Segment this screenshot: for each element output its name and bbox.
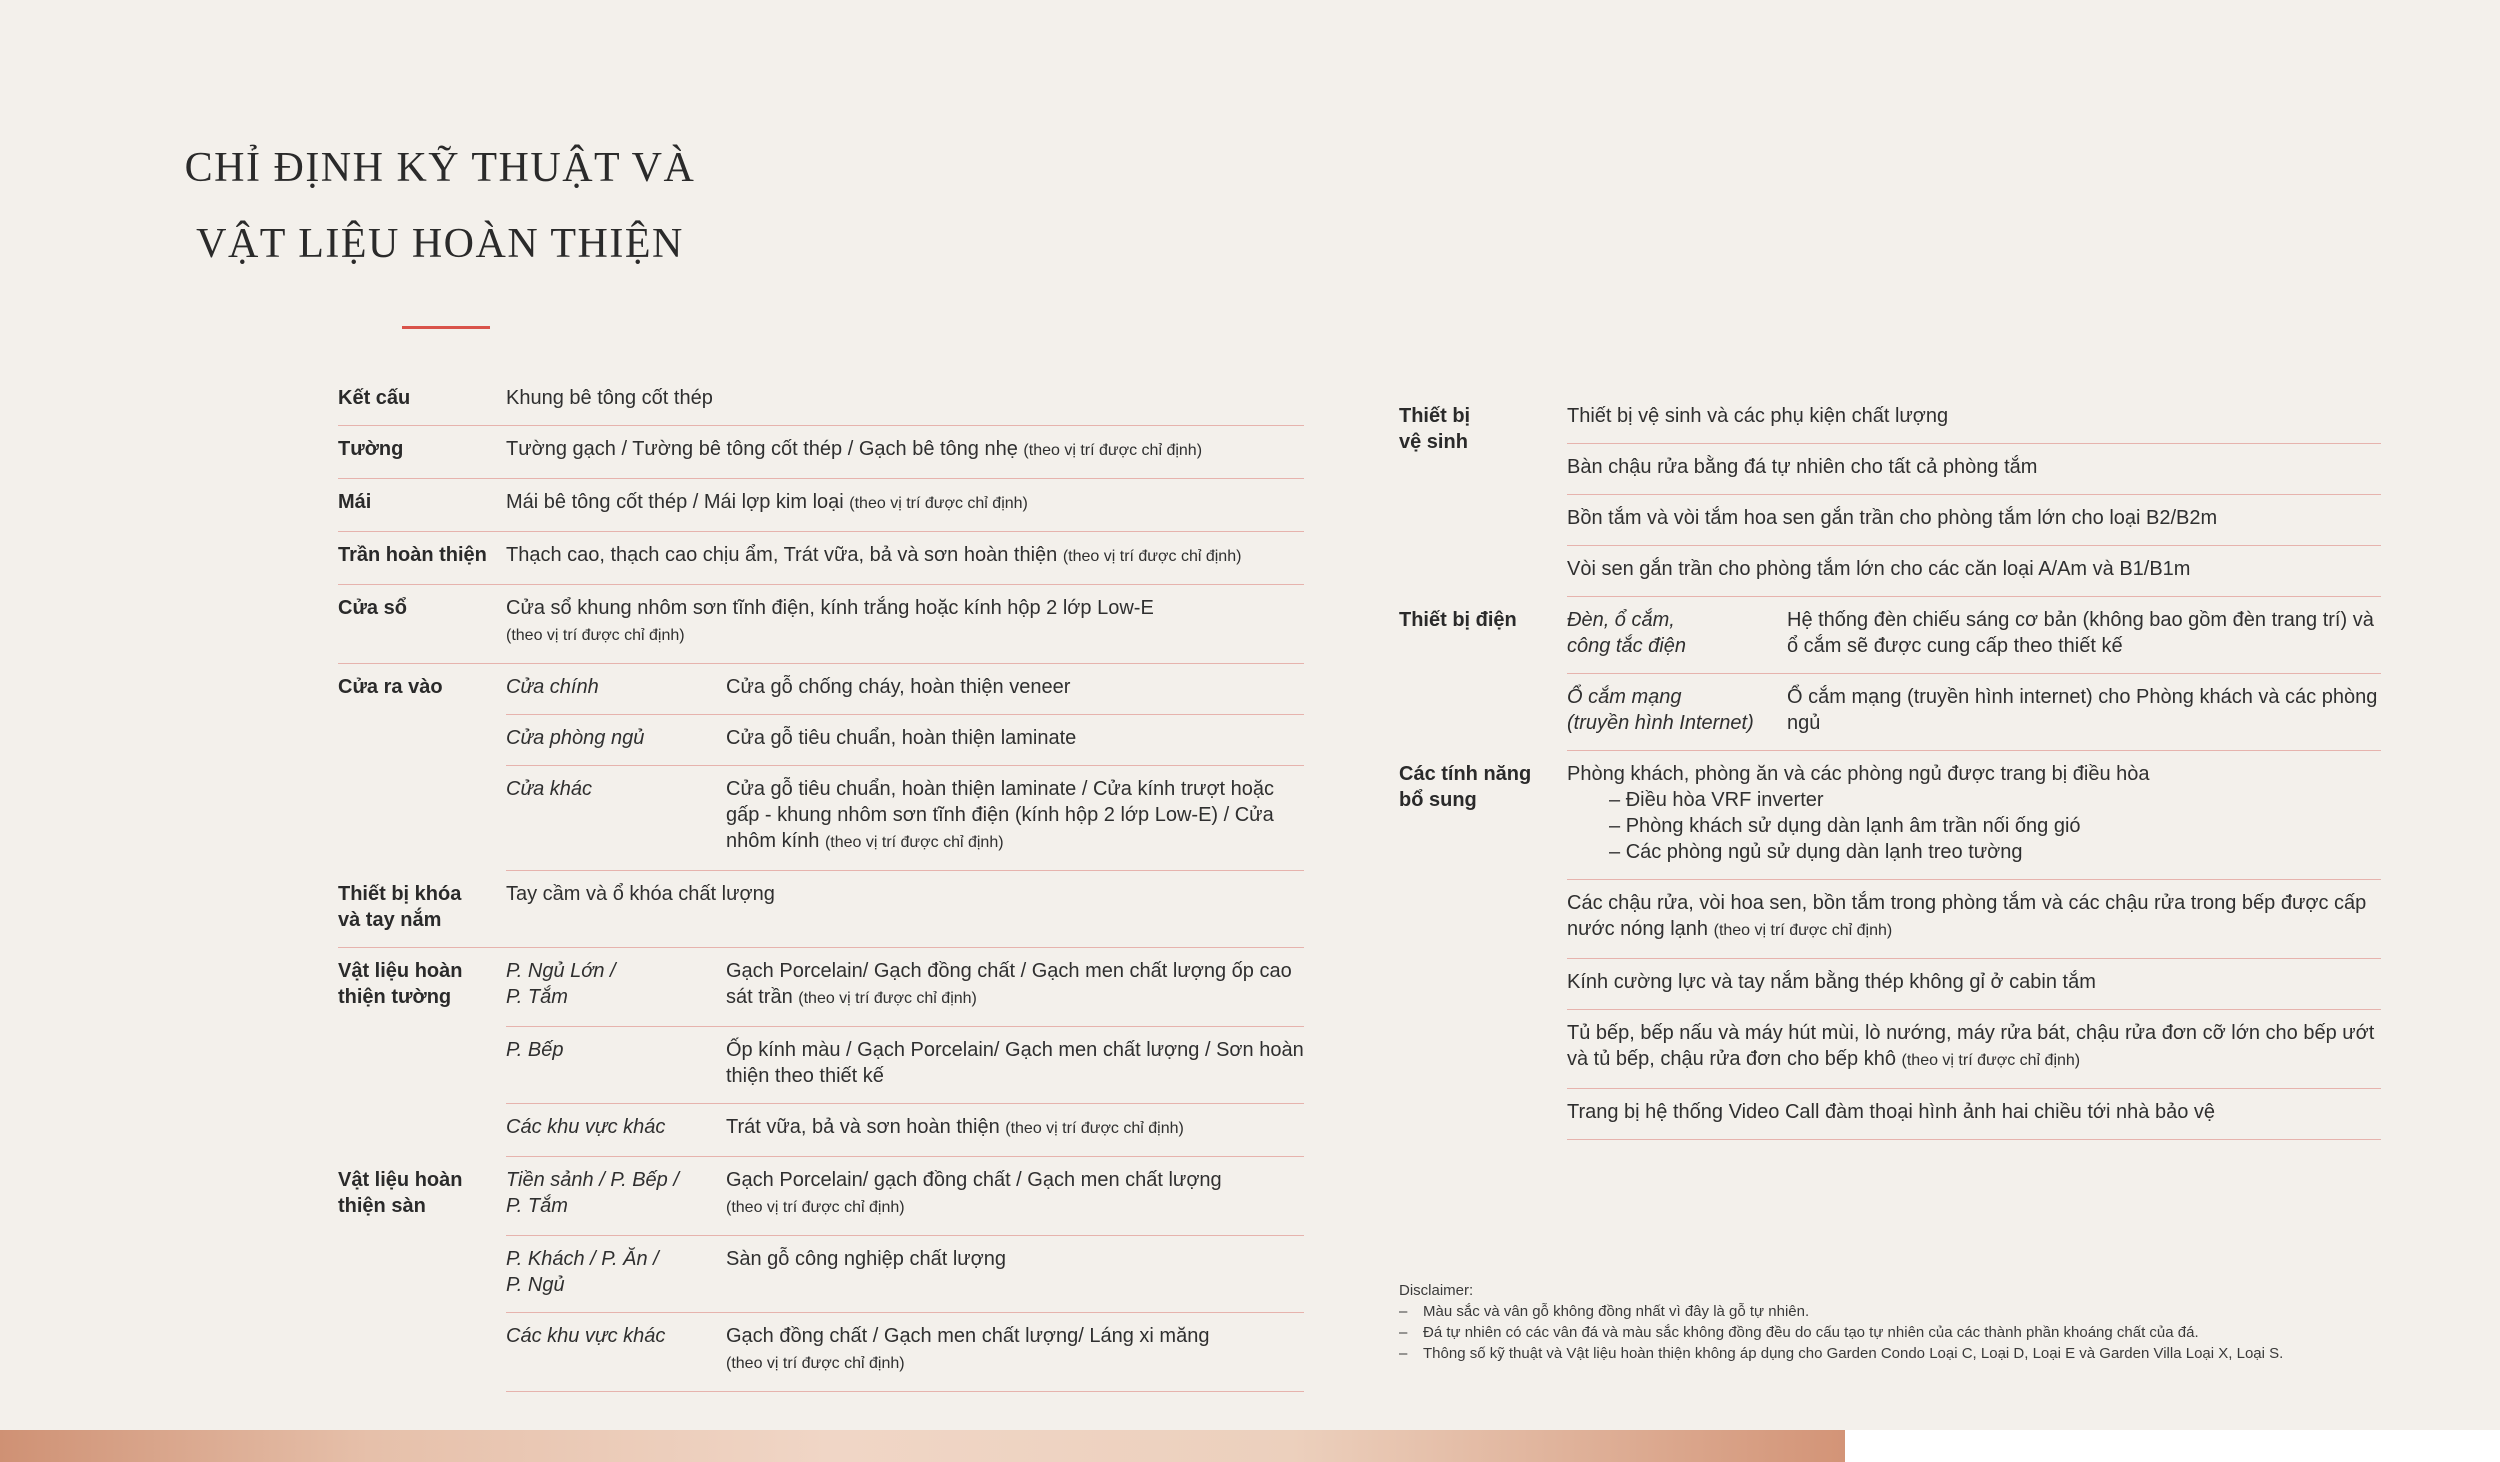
- bullet-item: – Các phòng ngủ sử dụng dàn lạnh treo tường: [1609, 839, 2381, 865]
- spec-sub-label: Cửa khác: [506, 778, 593, 800]
- spec-row: [506, 1027, 1304, 1104]
- spec-note: (theo vị trí được chỉ định): [1023, 442, 1203, 459]
- spec-section-label: Mái: [338, 491, 372, 513]
- spec-section: [338, 479, 1304, 532]
- disclaimer-heading: Disclaimer:: [1399, 1282, 1474, 1299]
- spec-section-body: [506, 585, 1304, 663]
- spec-section: [338, 532, 1304, 585]
- spec-section-body: [1567, 393, 2381, 597]
- spec-row: [506, 715, 1304, 766]
- spec-text: Ốp kính màu / Gạch Porcelain/ Gạch men chất lượng / Sơn hoàn thiện theo thiết kế: [726, 1039, 1304, 1087]
- spec-text: Khung bê tông cốt thép: [506, 387, 713, 409]
- spec-section-label: Các tính năng bổ sung: [1399, 763, 1532, 811]
- spec-text: Tay cầm và ổ khóa chất lượng: [506, 883, 775, 905]
- right-spec-column: [1399, 393, 2381, 1140]
- spec-note: (theo vị trí được chỉ định): [824, 834, 1004, 851]
- spec-section: [1399, 751, 2381, 1140]
- spec-section: [338, 871, 1304, 948]
- spec-section-body: [1567, 597, 2381, 751]
- spec-section-body: [506, 426, 1304, 478]
- spec-text: Hệ thống đèn chiếu sáng cơ bản (không bao gồm đèn trang trí) và ổ cắm sẽ được cung cấp theo thiết kế: [1787, 609, 2374, 657]
- spec-row: [1567, 546, 2381, 597]
- spec-sub-label: P. Bếp: [506, 1039, 564, 1061]
- spec-text: Bồn tắm và vòi tắm hoa sen gắn trần cho phòng tắm lớn cho loại B2/B2m: [1567, 507, 2218, 529]
- spec-section-body: [506, 948, 1304, 1157]
- spec-section-label: Thiết bị khóa và tay nắm: [338, 883, 462, 931]
- spec-text-cell: [506, 595, 1304, 649]
- spec-sub-label: Các khu vực khác: [506, 1325, 666, 1347]
- spec-sub-label: P. Khách / P. Ăn / P. Ngủ: [506, 1248, 659, 1296]
- spec-text-cell: [1567, 505, 2381, 531]
- spec-section: [338, 948, 1304, 1157]
- spec-section-label: Vật liệu hoàn thiện tường: [338, 960, 463, 1008]
- spec-section-body: [506, 479, 1304, 531]
- spec-row: [1567, 597, 2381, 674]
- spec-sub-label: Cửa chính: [506, 676, 599, 698]
- spec-section-label: Tường: [338, 438, 404, 460]
- spec-text-cell: [506, 489, 1304, 517]
- spec-row: [1567, 880, 2381, 959]
- spec-section-label: Vật liệu hoàn thiện sàn: [338, 1169, 463, 1217]
- spec-text-cell: [1567, 556, 2381, 582]
- spec-text-cell: [1567, 454, 2381, 480]
- spec-section-label: Thiết bị điện: [1399, 609, 1517, 631]
- spec-note: (theo vị trí được chỉ định): [1005, 1120, 1184, 1137]
- bullet-list: [1567, 787, 2381, 865]
- spec-row: [506, 532, 1304, 584]
- spec-row: [1567, 959, 2381, 1010]
- spec-text: Kính cường lực và tay nắm bằng thép không gỉ ở cabin tắm: [1567, 971, 2096, 993]
- spec-text: Gạch Porcelain/ Gạch đồng chất / Gạch men chất lượng ốp cao sát trần: [726, 960, 1292, 1008]
- spec-sub-label: Tiền sảnh / P. Bếp / P. Tắm: [506, 1169, 679, 1217]
- spec-text: Cửa gỗ chống cháy, hoàn thiện veneer: [726, 676, 1071, 698]
- spec-text-cell: [1567, 969, 2381, 995]
- spec-row: [506, 426, 1304, 478]
- spec-text-cell: [726, 1167, 1304, 1221]
- spec-text: Trang bị hệ thống Video Call đàm thoại hình ảnh hai chiều tới nhà bảo vệ: [1567, 1101, 2216, 1123]
- spec-text: Cửa gỗ tiêu chuẩn, hoàn thiện laminate: [726, 727, 1077, 749]
- title-line-1: CHỈ ĐỊNH KỸ THUẬT VÀ: [184, 145, 696, 191]
- spec-row: [506, 375, 1304, 425]
- spec-row: [506, 1104, 1304, 1157]
- spec-text-cell: [726, 1246, 1304, 1298]
- spec-text-cell: [1567, 1020, 2381, 1074]
- disclaimer-item: – Màu sắc và vân gỗ không đồng nhất vì đây là gỗ tự nhiên.: [1399, 1301, 2399, 1322]
- spec-row: [506, 1157, 1304, 1236]
- spec-note: (theo vị trí được chỉ định): [798, 990, 977, 1007]
- title-underline: [402, 326, 490, 329]
- spec-text: Trát vữa, bả và sơn hoàn thiện: [726, 1116, 1006, 1138]
- spec-text: Bàn chậu rửa bằng đá tự nhiên cho tất cả phòng tắm: [1567, 456, 2038, 478]
- spec-section-label: Kết cấu: [338, 387, 411, 409]
- spec-row: [506, 948, 1304, 1027]
- spec-note: (theo vị trí được chỉ định): [726, 1355, 905, 1372]
- spec-note: (theo vị trí được chỉ định): [726, 1199, 905, 1216]
- spec-row: [1567, 1089, 2381, 1140]
- spec-text: Tủ bếp, bếp nấu và máy hút mùi, lò nướng, máy rửa bát, chậu rửa đơn cỡ lớn cho bếp ướt và tủ bếp, chậu rửa đơn cho bếp khô: [1567, 1022, 2375, 1070]
- spec-text: Cửa gỗ tiêu chuẩn, hoàn thiện laminate / Cửa kính trượt hoặc gấp - khung nhôm sơn tĩnh điện (kính hộp 2 lớp Low-E) / Cửa nhôm kính: [726, 778, 1275, 852]
- spec-text: Thạch cao, thạch cao chịu ẩm, Trát vữa, bả và sơn hoàn thiện: [506, 544, 1063, 566]
- spec-text: Thiết bị vệ sinh và các phụ kiện chất lượng: [1567, 405, 1949, 427]
- bottom-white-block: [1845, 1430, 2500, 1462]
- spec-text: Vòi sen gắn trần cho phòng tắm lớn cho các căn loại A/Am và B1/B1m: [1567, 558, 2191, 580]
- spec-text-cell: [1567, 761, 2381, 865]
- spec-row: [506, 479, 1304, 531]
- spec-section-label: Thiết bị vệ sinh: [1399, 405, 1471, 453]
- left-spec-column: [338, 375, 1304, 1392]
- spec-text-cell: [726, 674, 1304, 700]
- spec-sub-label: Ổ cắm mạng (truyền hình Internet): [1567, 686, 1754, 734]
- spec-section: [338, 1157, 1304, 1392]
- spec-text: Mái bê tông cốt thép / Mái lợp kim loại: [506, 491, 850, 513]
- spec-section-body: [506, 1157, 1304, 1392]
- spec-section-label: Cửa sổ: [338, 597, 407, 619]
- spec-row: [506, 766, 1304, 871]
- title-line-2: VẬT LIỆU HOÀN THIỆN: [196, 221, 684, 267]
- spec-section: [338, 426, 1304, 479]
- spec-section: [1399, 597, 2381, 751]
- spec-row: [1567, 393, 2381, 444]
- spec-section-body: [506, 871, 1304, 947]
- spec-text-cell: [506, 881, 1304, 907]
- spec-row: [1567, 674, 2381, 751]
- spec-section-body: [506, 375, 1304, 425]
- spec-sub-label: Các khu vực khác: [506, 1116, 666, 1138]
- disclaimer: [1399, 1280, 2399, 1364]
- spec-text-cell: [726, 1114, 1304, 1142]
- spec-row: [1567, 1010, 2381, 1089]
- spec-section: [338, 664, 1304, 871]
- spec-text: Các chậu rửa, vòi hoa sen, bồn tắm trong phòng tắm và các chậu rửa trong bếp được cấp nước nóng lạnh: [1567, 892, 2367, 940]
- spec-section-body: [1567, 751, 2381, 1140]
- spec-text: Ổ cắm mạng (truyền hình internet) cho Phòng khách và các phòng ngủ: [1787, 686, 2378, 734]
- spec-text-cell: [726, 776, 1304, 856]
- spec-note: (theo vị trí được chỉ định): [1062, 548, 1242, 565]
- spec-text: Phòng khách, phòng ăn và các phòng ngủ được trang bị điều hòa: [1567, 763, 2150, 785]
- disclaimer-item: – Thông số kỹ thuật và Vật liệu hoàn thiện không áp dụng cho Garden Condo Loại C, Loại D, Loại E và Garden Villa Loại X, Loại S.: [1399, 1343, 2399, 1364]
- page-title: [180, 130, 700, 282]
- spec-row: [506, 664, 1304, 715]
- spec-text-cell: [1567, 1099, 2381, 1125]
- spec-note: (theo vị trí được chỉ định): [1713, 922, 1893, 939]
- spec-text: Gạch Porcelain/ gạch đồng chất / Gạch men chất lượng: [726, 1169, 1222, 1191]
- spec-section: [1399, 393, 2381, 597]
- spec-text-cell: [1567, 403, 2381, 429]
- spec-section: [338, 375, 1304, 426]
- spec-text-cell: [1787, 684, 2381, 736]
- spec-row: [1567, 444, 2381, 495]
- bullet-item: – Phòng khách sử dụng dàn lạnh âm trần nối ống gió: [1609, 813, 2381, 839]
- spec-note: (theo vị trí được chỉ định): [849, 495, 1028, 512]
- spec-text: Cửa sổ khung nhôm sơn tĩnh điện, kính trắng hoặc kính hộp 2 lớp Low-E: [506, 597, 1154, 619]
- spec-text-cell: [726, 958, 1304, 1012]
- spec-row: [506, 1236, 1304, 1313]
- bottom-gradient-bar: [0, 1430, 1845, 1462]
- spec-text: Gạch đồng chất / Gạch men chất lượng/ Láng xi măng: [726, 1325, 1210, 1347]
- spec-section-body: [506, 664, 1304, 871]
- spec-sub-label: Đèn, ổ cắm, công tắc điện: [1567, 609, 1686, 657]
- spec-text-cell: [506, 385, 1304, 411]
- spec-text-cell: [726, 725, 1304, 751]
- spec-text-cell: [726, 1323, 1304, 1377]
- spec-section: [338, 585, 1304, 664]
- spec-row: [506, 585, 1304, 663]
- spec-text-cell: [1787, 607, 2381, 659]
- spec-text-cell: [506, 542, 1304, 570]
- spec-note: (theo vị trí được chỉ định): [1901, 1052, 2081, 1069]
- spec-section-label: Cửa ra vào: [338, 676, 443, 698]
- bullet-item: – Điều hòa VRF inverter: [1609, 787, 2381, 813]
- spec-sub-label: Cửa phòng ngủ: [506, 727, 645, 749]
- spec-text: Tường gạch / Tường bê tông cốt thép / Gạch bê tông nhẹ: [506, 438, 1024, 460]
- spec-note: (theo vị trí được chỉ định): [506, 627, 685, 644]
- spec-row: [506, 871, 1304, 921]
- spec-text-cell: [1567, 890, 2381, 944]
- spec-text-cell: [726, 1037, 1304, 1089]
- spec-sub-label: P. Ngủ Lớn / P. Tắm: [506, 960, 616, 1008]
- spec-text: Sàn gỗ công nghiệp chất lượng: [726, 1248, 1007, 1270]
- spec-row: [1567, 751, 2381, 880]
- spec-section-body: [506, 532, 1304, 584]
- spec-section-label: Trần hoàn thiện: [338, 544, 487, 566]
- spec-text-cell: [506, 436, 1304, 464]
- disclaimer-item: – Đá tự nhiên có các vân đá và màu sắc không đồng đều do cấu tạo tự nhiên của các thành phần khoáng chất của đá.: [1399, 1322, 2399, 1343]
- spec-row: [1567, 495, 2381, 546]
- spec-row: [506, 1313, 1304, 1392]
